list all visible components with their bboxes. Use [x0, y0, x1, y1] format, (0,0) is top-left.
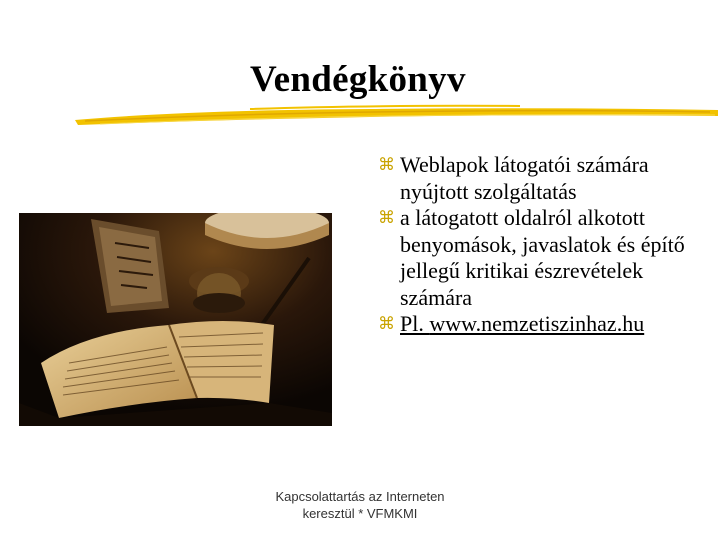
- bullet-list: [378, 152, 708, 338]
- bullet-item: [378, 205, 708, 311]
- bullet-prefix: Pl.: [400, 311, 430, 336]
- bullet-text: a látogatott oldalról alkotott benyomások, javaslatok és építő jellegű kritikai észrevételek számára: [400, 205, 685, 310]
- footer-line-2: keresztül * VFMKMI: [302, 506, 418, 521]
- bullet-item: [378, 152, 708, 205]
- command-key-icon: ⌘: [378, 314, 395, 334]
- command-key-icon: ⌘: [378, 208, 395, 228]
- bullet-text: Weblapok látogatói számára nyújtott szolgáltatás: [400, 152, 649, 204]
- command-key-icon: ⌘: [378, 155, 395, 175]
- bullet-item: [378, 311, 708, 338]
- footer-line-1: Kapcsolattartás az Interneten: [275, 489, 445, 504]
- slide-title: Vendégkönyv: [250, 59, 466, 100]
- example-link[interactable]: [400, 311, 644, 336]
- title-underline-brushstroke: [70, 100, 720, 130]
- guestbook-photo: [19, 213, 332, 426]
- link-text: www.nemzetiszinhaz.hu: [429, 311, 645, 336]
- slide-footer: [250, 488, 470, 522]
